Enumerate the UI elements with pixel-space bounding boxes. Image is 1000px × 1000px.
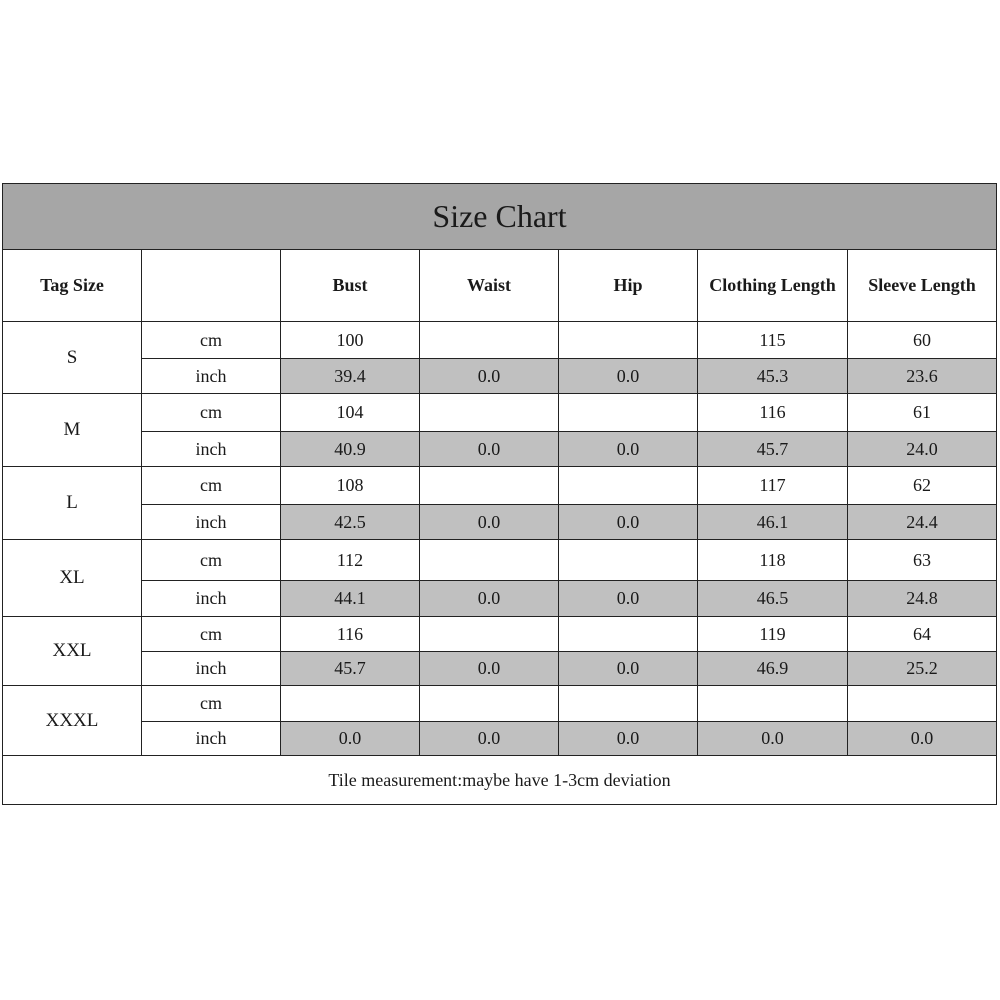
clothing-length-value: 0.0 [698,722,848,756]
sleeve-length-value: 24.4 [848,505,997,540]
clothing-length-value: 117 [698,467,848,505]
header-waist: Waist [420,250,559,322]
tag-size-cell: M [3,394,142,467]
sleeve-length-value: 25.2 [848,652,997,686]
bust-value: 42.5 [281,505,420,540]
title-row [3,184,997,250]
hip-value [559,617,698,652]
waist-value: 0.0 [420,505,559,540]
hip-value: 0.0 [559,432,698,467]
waist-value: 0.0 [420,722,559,756]
size-chart-table [2,183,997,805]
hip-value [559,540,698,581]
hip-value: 0.0 [559,359,698,394]
tag-size-cell: XXXL [3,686,142,756]
waist-value: 0.0 [420,432,559,467]
bust-value: 104 [281,394,420,432]
waist-value: 0.0 [420,652,559,686]
clothing-length-value: 46.1 [698,505,848,540]
unit-label: inch [142,581,281,617]
size-inch-row [3,359,997,394]
waist-value [420,467,559,505]
sleeve-length-value: 63 [848,540,997,581]
size-inch-row [3,652,997,686]
header-hip: Hip [559,250,698,322]
header-row [3,250,997,322]
note-row [3,756,997,805]
clothing-length-value: 46.5 [698,581,848,617]
sleeve-length-value: 60 [848,322,997,359]
sleeve-length-value: 23.6 [848,359,997,394]
chart-title: Size Chart [3,184,997,250]
hip-value [559,322,698,359]
hip-value: 0.0 [559,722,698,756]
tag-size-cell: L [3,467,142,540]
unit-label: cm [142,394,281,432]
measurement-note: Tile measurement:maybe have 1-3cm deviation [3,756,997,805]
size-inch-row [3,581,997,617]
bust-value: 108 [281,467,420,505]
hip-value: 0.0 [559,581,698,617]
header-clothing-length: Clothing Length [698,250,848,322]
sleeve-length-value: 24.0 [848,432,997,467]
bust-value: 39.4 [281,359,420,394]
size-inch-row [3,722,997,756]
clothing-length-value: 46.9 [698,652,848,686]
waist-value [420,322,559,359]
clothing-length-value [698,686,848,722]
sleeve-length-value: 61 [848,394,997,432]
header-sleeve-length: Sleeve Length [848,250,997,322]
bust-value [281,686,420,722]
clothing-length-value: 115 [698,322,848,359]
waist-value [420,617,559,652]
unit-label: inch [142,652,281,686]
hip-value: 0.0 [559,505,698,540]
header-bust: Bust [281,250,420,322]
size-cm-row [3,686,997,722]
clothing-length-value: 118 [698,540,848,581]
bust-value: 44.1 [281,581,420,617]
waist-value [420,686,559,722]
bust-value: 116 [281,617,420,652]
tag-size-cell: XXL [3,617,142,686]
clothing-length-value: 119 [698,617,848,652]
bust-value: 40.9 [281,432,420,467]
bust-value: 0.0 [281,722,420,756]
sleeve-length-value: 62 [848,467,997,505]
clothing-length-value: 45.7 [698,432,848,467]
unit-label: inch [142,722,281,756]
unit-label: cm [142,686,281,722]
sleeve-length-value: 24.8 [848,581,997,617]
tag-size-cell: XL [3,540,142,617]
bust-value: 45.7 [281,652,420,686]
size-cm-row [3,322,997,359]
size-cm-row [3,617,997,652]
size-cm-row [3,540,997,581]
header-unit [142,250,281,322]
waist-value [420,540,559,581]
hip-value: 0.0 [559,652,698,686]
clothing-length-value: 45.3 [698,359,848,394]
size-inch-row [3,432,997,467]
unit-label: cm [142,617,281,652]
size-cm-row [3,394,997,432]
waist-value: 0.0 [420,359,559,394]
unit-label: cm [142,467,281,505]
unit-label: inch [142,432,281,467]
sleeve-length-value: 0.0 [848,722,997,756]
clothing-length-value: 116 [698,394,848,432]
header-tag-size: Tag Size [3,250,142,322]
waist-value [420,394,559,432]
unit-label: cm [142,540,281,581]
sleeve-length-value [848,686,997,722]
bust-value: 112 [281,540,420,581]
unit-label: inch [142,359,281,394]
hip-value [559,467,698,505]
size-cm-row [3,467,997,505]
sleeve-length-value: 64 [848,617,997,652]
hip-value [559,394,698,432]
tag-size-cell: S [3,322,142,394]
bust-value: 100 [281,322,420,359]
waist-value: 0.0 [420,581,559,617]
hip-value [559,686,698,722]
unit-label: cm [142,322,281,359]
unit-label: inch [142,505,281,540]
size-inch-row [3,505,997,540]
